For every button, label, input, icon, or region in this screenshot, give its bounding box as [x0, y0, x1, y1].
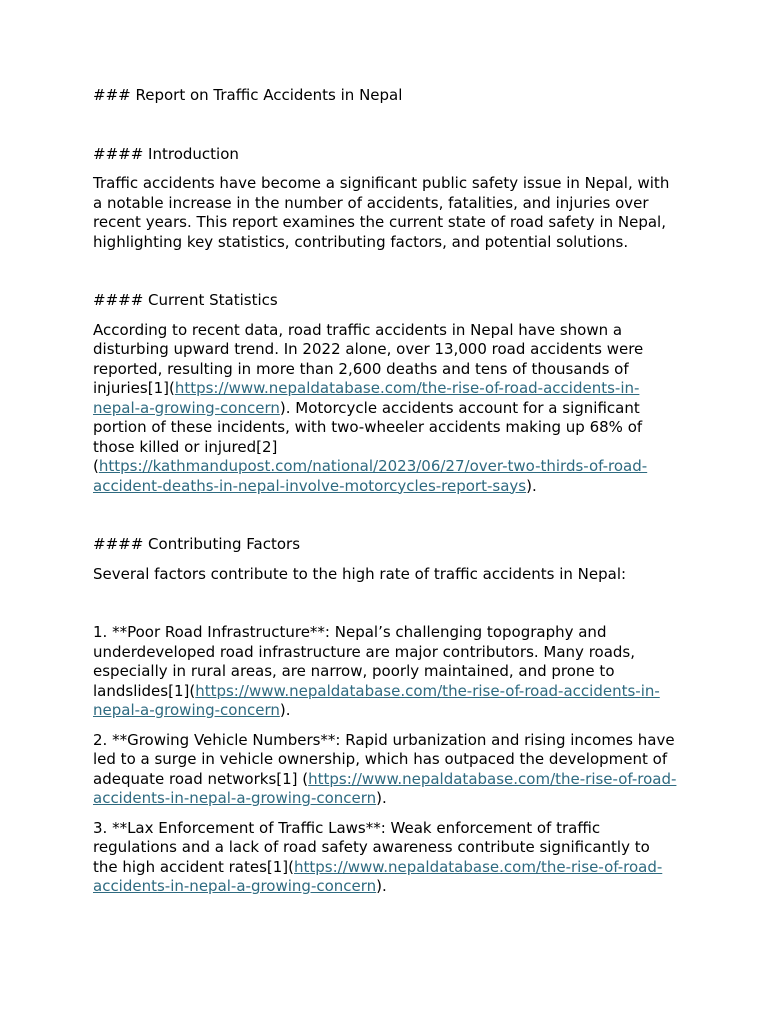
statistics-text-1: According to recent data, road traffic accidents in Nepal have shown a disturbing upward trend. In 2022 alone, over 13,000 road accidents were reported, resulting in more than 2,600 deaths and tens of thousands of injuries[1](: [93, 320, 644, 397]
list-item: [93, 819, 678, 897]
source-link-nepaldatabase[interactable]: https://www.nepaldatabase.com/the-rise-of-road-accidents-in-nepal-a-growing-concern: [93, 379, 640, 417]
source-link-kathmandupost[interactable]: https://kathmandupost.com/national/2023/06/27/over-two-thirds-of-road-accident-deaths-in-nepal-involve-motorcycles-report-says: [93, 457, 648, 495]
introduction-paragraph: Traffic accidents have become a significant public safety issue in Nepal, with a notable increase in the number of accidents, fatalities, and injuries over recent years. This report examines the current state of road safety in Nepal, highlighting key statistics, contributing factors, and potential solutions.: [93, 174, 670, 251]
statistics-text-2: ). Motorcycle accidents account for a significant portion of these incidents, with two-wheeler accidents making up 68% of those killed or injured[2] (: [93, 398, 643, 475]
document-title: ### Report on Traffic Accidents in Nepal: [93, 86, 403, 104]
list-item-text: 2. **Growing Vehicle Numbers**: Rapid urbanization and rising incomes have led to a surge in vehicle ownership, which has outpaced the development of adequate road networks[1] (: [93, 730, 675, 788]
list-item-suffix: ).: [376, 877, 387, 895]
list-item: [93, 623, 678, 721]
statistics-paragraph: [93, 321, 678, 497]
list-item-text: 1. **Poor Road Infrastructure**: Nepal’s challenging topography and underdeveloped road infrastructure are major contributors. Many roads, especially in rural areas, are narrow, poorly maintained, and prone to landslides[1](: [93, 623, 636, 700]
factors-intro-paragraph: Several factors contribute to the high rate of traffic accidents in Nepal:: [93, 564, 627, 583]
introduction-heading: #### Introduction: [93, 144, 239, 163]
statistics-heading: #### Current Statistics: [93, 291, 278, 309]
factors-heading: #### Contributing Factors: [93, 535, 301, 553]
list-item-source-link[interactable]: https://www.nepaldatabase.com/the-rise-of-road-accidents-in-nepal-a-growing-concern: [93, 681, 660, 719]
list-item-suffix: ).: [376, 789, 387, 807]
statistics-text-3: ).: [526, 476, 537, 495]
list-item-source-link[interactable]: https://www.nepaldatabase.com/the-rise-of-road-accidents-in-nepal-a-growing-concern: [93, 769, 677, 807]
list-item-suffix: ).: [279, 701, 291, 719]
list-item-text: 3. **Lax Enforcement of Traffic Laws**: Weak enforcement of traffic regulations and a lack of road safety awareness contribute significantly to the high accident rates[1](: [93, 818, 650, 876]
list-item: [93, 731, 678, 809]
document-page: [93, 86, 678, 897]
list-item-source-link[interactable]: https://www.nepaldatabase.com/the-rise-of-road-accidents-in-nepal-a-growing-concern: [93, 857, 663, 895]
